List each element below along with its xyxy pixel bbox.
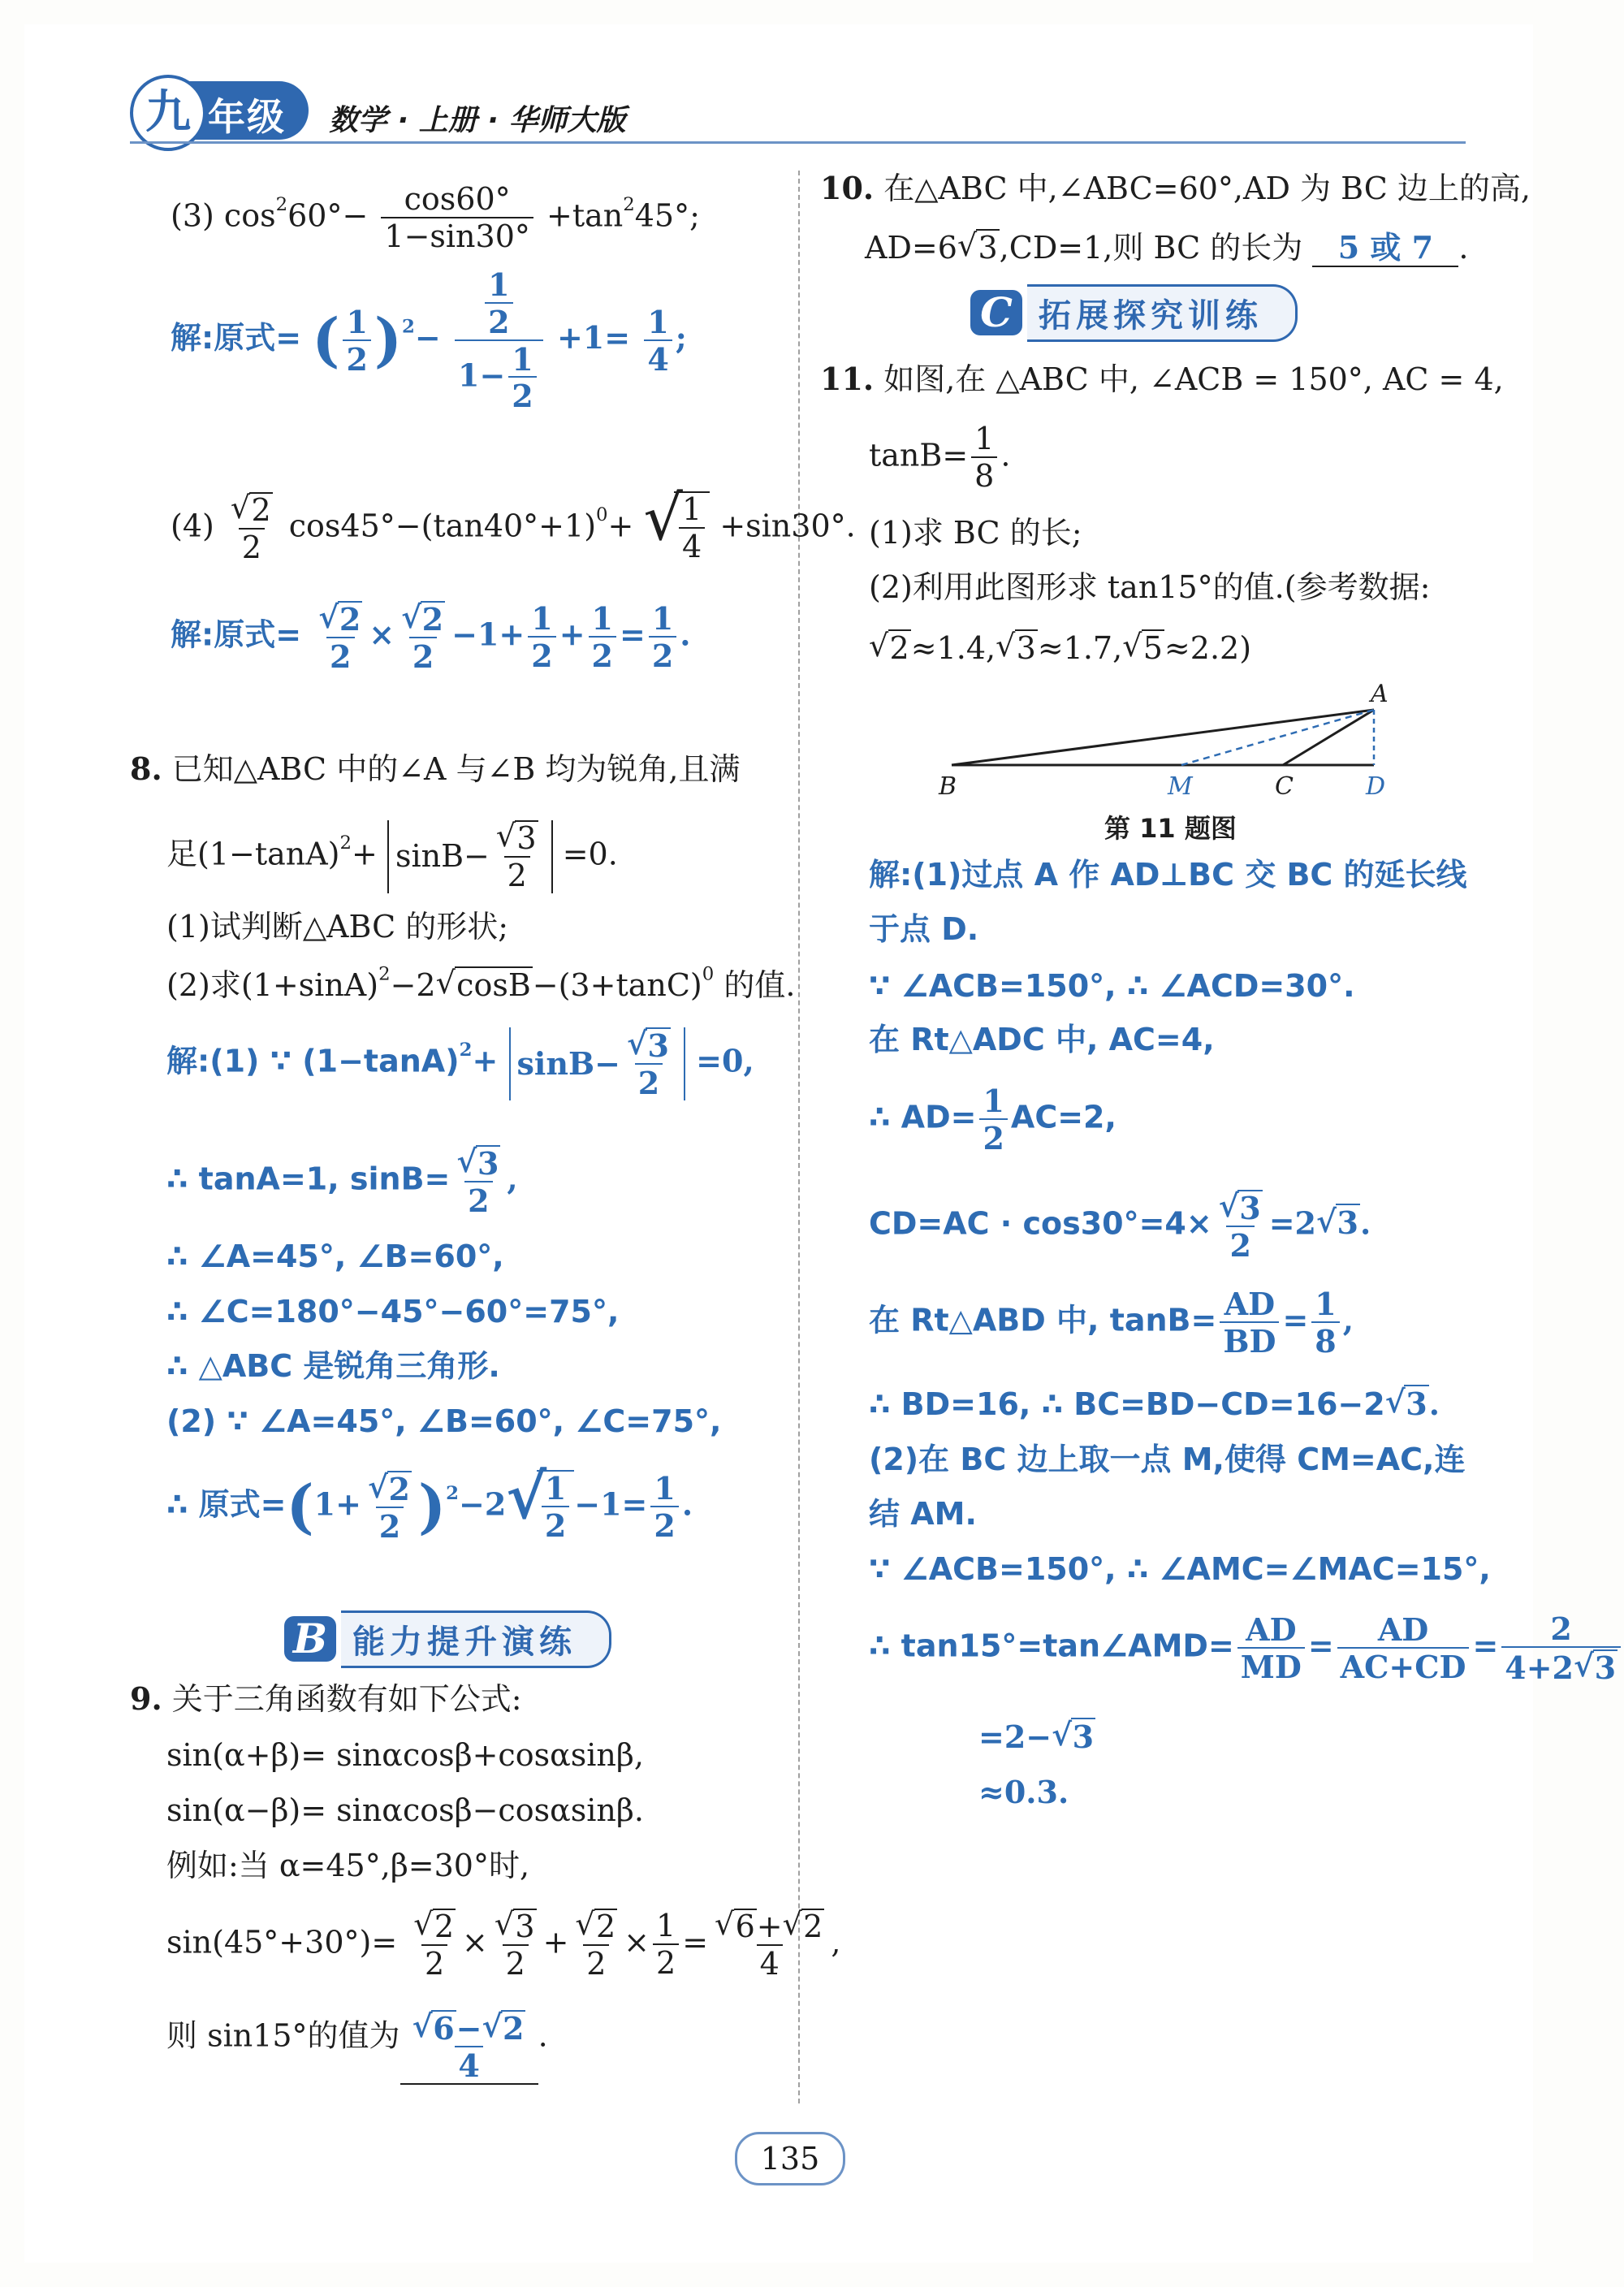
header-rule: [130, 141, 1466, 144]
answer-blank-10: 5 或 7: [1312, 230, 1458, 267]
solution-11-line6: CD=AC · cos30°=4× √ 3 2 =2 √ 3.: [869, 1187, 1371, 1264]
question-8-condition: 足$(1-\tan A)^2+$ sinB− √ 3 2 =0.: [166, 818, 618, 893]
question-8-stem: 8. 已知△ABC 中的∠A 与∠B 均为锐角,且满: [130, 750, 741, 787]
solution-11-line4: 在 Rt△ADC 中, AC=4,: [869, 1022, 1215, 1057]
section-c-icon: C: [970, 290, 1022, 335]
solution-7-4: 解:原式= √ 2 2 × √ 2 2 −1+ $\frac{1}{2}$ + $\frac{1}{2}$ = $\frac{1}{2}$ .: [171, 599, 691, 675]
section-b-banner: [284, 1616, 611, 1662]
question-9-example: 例如:当 α=45°,β=30°时,: [166, 1848, 530, 1883]
column-divider: [798, 171, 800, 2103]
section-b-icon: B: [284, 1616, 336, 1662]
solution-11-line14: ≈0.3.: [978, 1774, 1069, 1810]
grade-badge: [138, 81, 309, 140]
problem-7-3: (3) $\cos^260^\circ-$ $\frac{\cos 60^\circ}{1-\sin 30^\circ}$ $+\tan^245^\circ$;: [171, 181, 700, 254]
solution-11-line5: ∴ AD= $\frac{1}{2}$ AC=2,: [869, 1083, 1116, 1156]
solution-8-line2: ∴ tanA=1, sinB= √ 3 2 ,: [166, 1143, 518, 1219]
figure-11: [934, 682, 1413, 804]
segment-ab: [952, 710, 1374, 765]
question-11-part1: (1)求 BC 的长;: [869, 515, 1082, 551]
segment-am: [1181, 710, 1374, 765]
solution-8-line6: (2) ∵ ∠A=45°, ∠B=60°, ∠C=75°,: [166, 1403, 722, 1439]
question-8-part1: (1)试判断△ABC 的形状;: [166, 909, 509, 945]
segment-ac: [1283, 710, 1374, 765]
page-number: 135: [735, 2132, 845, 2185]
figure-11-caption: 第 11 题图: [1104, 813, 1237, 844]
question-9-formula2: sin(α−β)= sinαcosβ−cosαsinβ.: [166, 1792, 644, 1828]
solution-11-line12: ∴ tan15°=tan∠AMD= $\frac{AD}{MD}$ = $\frac{AD}{AC+CD}$ = 2 4+2 √ 3: [869, 1612, 1624, 1685]
question-10-line2: AD=6 √ 3,CD=1,则 BC 的长为 5 或 7 .: [865, 227, 1469, 266]
question-11-refdata: √ 2≈1.4, √ 3≈1.7, √ 5≈2.2): [869, 628, 1252, 666]
label-a: A: [1371, 680, 1389, 708]
label-b: B: [939, 772, 957, 801]
label-d: D: [1366, 772, 1386, 801]
grade-word: 年级: [208, 95, 286, 139]
solution-8-line1: 解:(1) ∵ $(1-\tan A)^2+$ sinB− √ 3 2 =0,: [166, 1025, 754, 1101]
question-11-stem: 11. 如图,在 △ABC 中, ∠ACB = 150°, AC = 4,: [820, 361, 1504, 397]
solution-8-line5: ∴ △ABC 是锐角三角形.: [166, 1348, 500, 1384]
question-8-part2: (2)求$(1+\sin A)^2-2$ √ $\cos B-(3+\tan C)^0$ 的值.: [166, 963, 796, 1003]
problem-7-4: (4) √ 2 2 $\cos 45^\circ-(\tan 40^\circ+1)^0+$ √ $\frac{1}{4}$ +sin30°.: [171, 481, 856, 565]
section-c-title: 拓展探究训练: [1027, 284, 1298, 342]
solution-8-line4: ∴ ∠C=180°−45°−60°=75°,: [166, 1294, 620, 1329]
solution-11-line11: ∵ ∠ACB=150°, ∴ ∠AMC=∠MAC=15°,: [869, 1551, 1491, 1587]
solution-11-line1: 解:(1)过点 A 作 AD⊥BC 交 BC 的延长线: [869, 857, 1467, 893]
solution-11-line9: (2)在 BC 边上取一点 M,使得 CM=AC,连: [869, 1442, 1466, 1477]
question-11-part2: (2)利用此图形求 tan15°的值.(参考数据:: [869, 569, 1431, 605]
solution-11-line2: 于点 D.: [869, 911, 979, 947]
section-b-title: 能力提升演练: [341, 1610, 611, 1668]
solution-11-line10: 结 AM.: [869, 1496, 977, 1532]
solution-8-line3: ∴ ∠A=45°, ∠B=60°,: [166, 1239, 504, 1274]
solution-11-line7: 在 Rt△ABD 中, tanB= $\frac{AD}{BD}$ = $\frac{1}{8}$ ,: [869, 1286, 1354, 1360]
label-m: M: [1168, 772, 1193, 801]
question-9-ask: 则 sin15°的值为 √ 6− √ 2 4 .: [166, 2008, 548, 2084]
question-9-stem: 9. 关于三角函数有如下公式:: [130, 1680, 522, 1717]
question-10-stem: 10. 在△ABC 中,∠ABC=60°,AD 为 BC 边上的高,: [820, 170, 1531, 206]
solution-11-line13: =2− √ 3: [978, 1716, 1095, 1755]
question-11-tanb: tanB= $\frac{1}{8}$ .: [869, 421, 1011, 494]
solution-11-line8: ∴ BD=16, ∴ BC=BD−CD=16−2 √ 3.: [869, 1383, 1440, 1422]
section-c-banner: [970, 290, 1298, 335]
answer-blank-9: √ 6− √ 2 4: [400, 2010, 538, 2085]
solution-8-line7: ∴ 原式=(1+ √ 2 2 )$^2$−2 √ $\frac{1}{2}$ −1= $\frac{1}{2}$ .: [166, 1459, 693, 1545]
book-title: 数学 · 上册 · 华师大版: [329, 104, 626, 137]
label-c: C: [1275, 772, 1294, 801]
solution-7-3: 解:原式= ( $\frac{1}{2}$ )$^2$− $\frac{1}{2}$ 1− $\frac{1}{2}$ +1= $\frac{1}{4}$ ;: [171, 266, 687, 415]
grade-number: 九: [130, 75, 206, 151]
question-9-formula1: sin(α+β)= sinαcosβ+cosαsinβ,: [166, 1737, 644, 1773]
question-9-example-calc: sin(45°+30°)= √ 2 2 × √ 3 2 + √ 2 2 × $\frac{1}{2}$ = √ 6+ √ 2 4 ,: [166, 1906, 841, 1982]
solution-11-line3: ∵ ∠ACB=150°, ∴ ∠ACD=30°.: [869, 968, 1355, 1004]
